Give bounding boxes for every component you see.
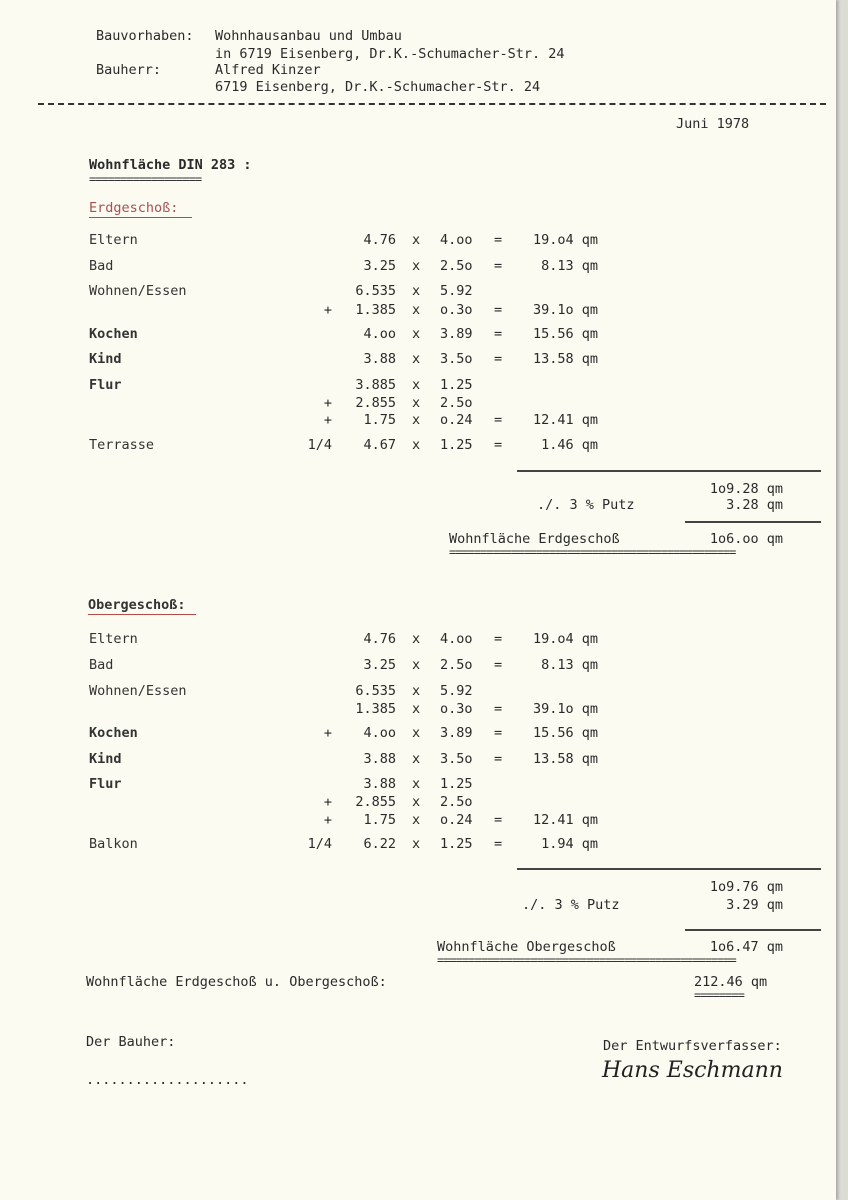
- og-row-length: 1.385: [355, 701, 396, 717]
- eg-row-width: 5.92: [440, 283, 473, 299]
- eg-row-width: 1.25: [440, 377, 473, 393]
- eg-row-label: Flur: [89, 377, 122, 393]
- bauherr-signature-label: Der Bauher:: [86, 1034, 176, 1050]
- og-row-times: x: [412, 812, 421, 828]
- og-row-width: 1.25: [440, 836, 473, 852]
- og-row-result: 13.58 qm: [532, 751, 598, 767]
- og-row-length: 2.855: [355, 794, 396, 810]
- og-row-equals: =: [494, 631, 503, 647]
- og-row-prefix: 1/4: [307, 836, 332, 852]
- og-row-label: Eltern: [89, 631, 138, 647]
- og-row-prefix: +: [323, 812, 332, 828]
- eg-row-times: x: [412, 232, 421, 248]
- eg-row-label: Wohnen/Essen: [89, 283, 187, 299]
- bauvorhaben-label: Bauvorhaben:: [96, 28, 194, 44]
- og-total-underline: ================================================: [437, 953, 736, 967]
- eg-row-prefix: +: [323, 302, 332, 318]
- eg-total-label: Wohnfläche Erdgeschoß: [449, 531, 620, 547]
- eg-row-equals: =: [494, 437, 503, 453]
- eg-total-value: 1o6.oo qm: [709, 531, 783, 547]
- og-row-times: x: [412, 657, 421, 673]
- og-row-length: 1.75: [363, 812, 396, 828]
- grand-total-label: Wohnfläche Erdgeschoß u. Obergeschoß:: [86, 974, 387, 990]
- document-date: Juni 1978: [676, 116, 750, 132]
- eg-row-length: 1.75: [363, 412, 396, 428]
- og-row-width: 1.25: [440, 776, 473, 792]
- eg-putz-value: 3.28 qm: [726, 497, 783, 513]
- eg-row-prefix: 1/4: [307, 437, 332, 453]
- eg-row-result: 1.46 qm: [541, 437, 598, 453]
- eg-sum-rule: [517, 470, 821, 472]
- eg-row-width: o.3o: [440, 302, 473, 318]
- og-row-times: x: [412, 683, 421, 699]
- grand-total-underline: ========: [694, 988, 744, 1002]
- eg-row-times: x: [412, 437, 421, 453]
- verfasser-signature: Hans Eschmann: [602, 1058, 783, 1083]
- og-total-value: 1o6.47 qm: [709, 939, 783, 955]
- verfasser-signature-label: Der Entwurfsverfasser:: [603, 1038, 782, 1054]
- eg-row-width: 3.89: [440, 326, 473, 342]
- eg-row-length: 4.76: [363, 232, 396, 248]
- og-row-equals: =: [494, 725, 503, 741]
- eg-row-label: Terrasse: [89, 437, 155, 453]
- og-row-equals: =: [494, 812, 503, 828]
- og-row-times: x: [412, 725, 421, 741]
- og-row-length: 3.88: [363, 751, 396, 767]
- og-row-times: x: [412, 631, 421, 647]
- eg-total-underline: ==============================================: [449, 545, 736, 559]
- og-sum: 1o9.76 qm: [709, 879, 783, 895]
- og-row-length: 4.76: [363, 631, 396, 647]
- eg-row-times: x: [412, 302, 421, 318]
- og-row-result: 15.56 qm: [532, 725, 598, 741]
- eg-row-equals: =: [494, 302, 503, 318]
- og-row-label: Kochen: [89, 725, 138, 741]
- eg-row-length: 2.855: [355, 395, 396, 411]
- og-row-width: 5.92: [440, 683, 473, 699]
- og-row-width: 3.5o: [440, 751, 473, 767]
- eg-row-prefix: +: [323, 412, 332, 428]
- eg-row-label: Kind: [89, 351, 122, 367]
- eg-row-times: x: [412, 377, 421, 393]
- eg-row-times: x: [412, 351, 421, 367]
- og-heading: Obergeschoß:: [88, 597, 186, 613]
- eg-sum: 1o9.28 qm: [709, 481, 783, 497]
- eg-row-width: 4.oo: [440, 232, 473, 248]
- og-row-length: 4.oo: [363, 725, 396, 741]
- bauherr-line2: 6719 Eisenberg, Dr.K.-Schumacher-Str. 24: [215, 79, 541, 95]
- og-row-label: Balkon: [89, 836, 138, 852]
- eg-row-width: 3.5o: [440, 351, 473, 367]
- og-heading-underline: [88, 614, 196, 615]
- eg-row-times: x: [412, 326, 421, 342]
- og-putz-label: ./. 3 % Putz: [522, 897, 620, 913]
- eg-row-times: x: [412, 412, 421, 428]
- grand-total-value: 212.46 qm: [694, 974, 768, 990]
- og-row-length: 3.88: [363, 776, 396, 792]
- eg-row-result: 13.58 qm: [532, 351, 598, 367]
- eg-row-length: 4.oo: [363, 326, 396, 342]
- og-row-width: o.3o: [440, 701, 473, 717]
- eg-row-times: x: [412, 258, 421, 274]
- bauvorhaben-line1: Wohnhausanbau und Umbau: [215, 28, 402, 44]
- eg-row-result: 19.o4 qm: [532, 232, 598, 248]
- header-divider: [38, 103, 826, 105]
- eg-putz-rule: [685, 521, 821, 523]
- bauherr-line1: Alfred Kinzer: [215, 62, 321, 78]
- eg-row-equals: =: [494, 232, 503, 248]
- og-row-label: Wohnen/Essen: [89, 683, 187, 699]
- og-row-width: 4.oo: [440, 631, 473, 647]
- eg-row-length: 3.25: [363, 258, 396, 274]
- og-row-result: 12.41 qm: [532, 812, 598, 828]
- eg-heading-underline: [89, 217, 192, 218]
- og-row-times: x: [412, 836, 421, 852]
- og-row-width: 3.89: [440, 725, 473, 741]
- og-row-result: 19.o4 qm: [532, 631, 598, 647]
- og-row-times: x: [412, 701, 421, 717]
- og-row-label: Bad: [89, 657, 114, 673]
- eg-heading: Erdgeschoß:: [89, 200, 179, 216]
- og-putz-value: 3.29 qm: [726, 897, 783, 913]
- og-row-result: 39.1o qm: [532, 701, 598, 717]
- eg-row-width: 1.25: [440, 437, 473, 453]
- eg-row-result: 8.13 qm: [541, 258, 598, 274]
- eg-row-equals: =: [494, 326, 503, 342]
- og-row-prefix: +: [323, 794, 332, 810]
- og-row-times: x: [412, 794, 421, 810]
- eg-row-equals: =: [494, 258, 503, 274]
- eg-row-label: Eltern: [89, 232, 138, 248]
- eg-row-width: 2.5o: [440, 395, 473, 411]
- og-row-prefix: +: [323, 725, 332, 741]
- og-row-length: 3.25: [363, 657, 396, 673]
- page-title: Wohnfläche DIN 283 :: [89, 157, 252, 173]
- eg-row-prefix: +: [323, 395, 332, 411]
- eg-row-width: 2.5o: [440, 258, 473, 274]
- og-putz-rule: [685, 929, 821, 931]
- eg-row-label: Bad: [89, 258, 114, 274]
- eg-row-length: 4.67: [363, 437, 396, 453]
- og-row-times: x: [412, 751, 421, 767]
- og-row-result: 1.94 qm: [541, 836, 598, 852]
- og-row-width: 2.5o: [440, 657, 473, 673]
- og-row-length: 6.22: [363, 836, 396, 852]
- eg-row-result: 39.1o qm: [532, 302, 598, 318]
- eg-row-label: Kochen: [89, 326, 138, 342]
- og-total-label: Wohnfläche Obergeschoß: [437, 939, 616, 955]
- og-row-label: Flur: [89, 776, 122, 792]
- eg-row-width: o.24: [440, 412, 473, 428]
- eg-row-result: 15.56 qm: [532, 326, 598, 342]
- bauherr-signature-line: ....................: [86, 1072, 249, 1088]
- og-row-width: o.24: [440, 812, 473, 828]
- og-row-times: x: [412, 776, 421, 792]
- bauherr-label: Bauherr:: [96, 62, 162, 78]
- bauvorhaben-line2: in 6719 Eisenberg, Dr.K.-Schumacher-Str. 24: [215, 46, 565, 62]
- og-row-result: 8.13 qm: [541, 657, 598, 673]
- og-row-equals: =: [494, 657, 503, 673]
- eg-row-times: x: [412, 283, 421, 299]
- og-row-width: 2.5o: [440, 794, 473, 810]
- eg-row-times: x: [412, 395, 421, 411]
- og-row-length: 6.535: [355, 683, 396, 699]
- eg-row-result: 12.41 qm: [532, 412, 598, 428]
- eg-row-length: 3.88: [363, 351, 396, 367]
- eg-row-length: 3.885: [355, 377, 396, 393]
- og-row-equals: =: [494, 751, 503, 767]
- og-row-equals: =: [494, 701, 503, 717]
- eg-row-equals: =: [494, 351, 503, 367]
- og-sum-rule: [517, 868, 821, 870]
- eg-row-equals: =: [494, 412, 503, 428]
- eg-row-length: 1.385: [355, 302, 396, 318]
- og-row-equals: =: [494, 836, 503, 852]
- eg-row-length: 6.535: [355, 283, 396, 299]
- eg-putz-label: ./. 3 % Putz: [537, 497, 635, 513]
- og-row-label: Kind: [89, 751, 122, 767]
- title-double-underline: ==================: [89, 172, 202, 186]
